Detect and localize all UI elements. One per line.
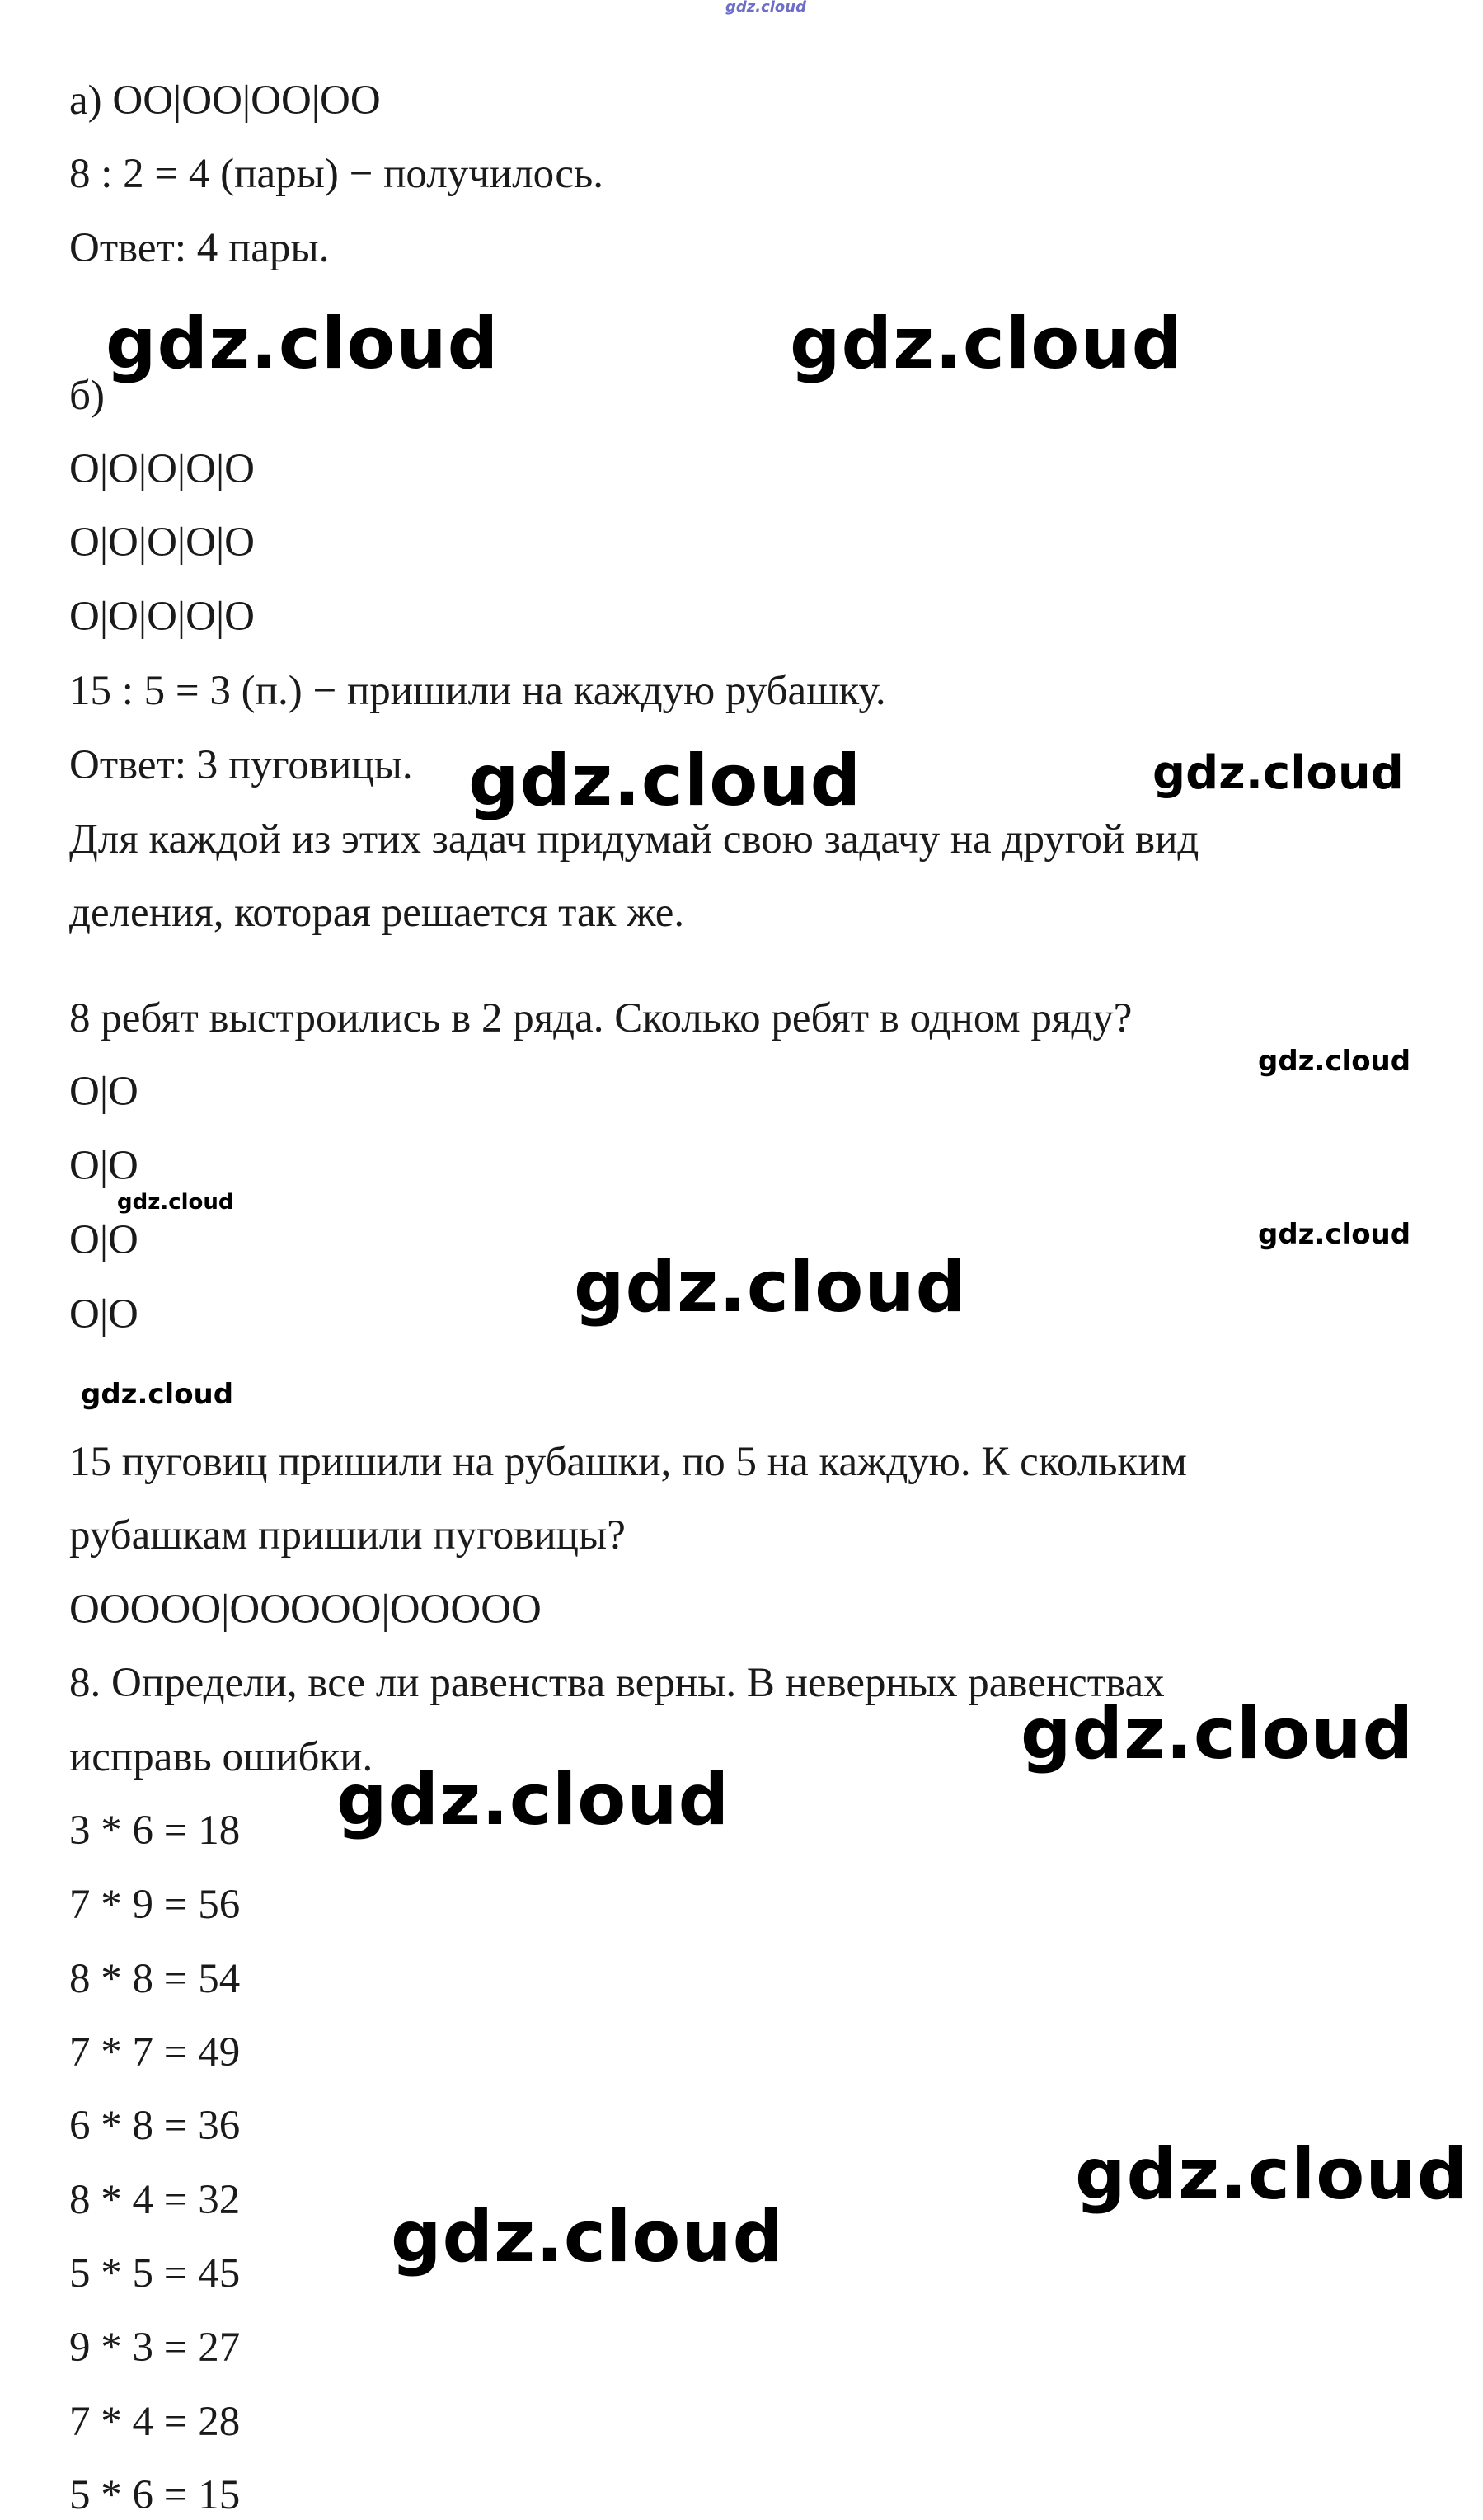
watermark: gdz.cloud [391,2196,785,2278]
watermark: gdz.cloud [1258,1045,1411,1078]
text-line: 9 * 3 = 27 [69,2325,241,2371]
text-line: 7 * 7 = 49 [69,2029,241,2076]
text-line: Ответ: 3 пуговицы. [69,742,413,788]
text-line: 8 ребят выстроились в 2 ряда. Сколько ребят в одном ряду? [69,995,1133,1041]
text-line: б) [69,373,105,419]
text-line: О|О [69,1291,138,1338]
text-line: 15 : 5 = 3 (п.) − пришили на каждую рубашку. [69,668,886,714]
text-line: а) ОО|ОО|ОО|ОО [69,78,381,124]
watermark: gdz.cloud [1021,1693,1415,1775]
text-line: 8 * 4 = 32 [69,2177,241,2223]
text-line: О|О|О|О|О [69,446,255,492]
text-line: О|О|О|О|О [69,594,255,640]
watermark: gdz.cloud [1075,2133,1469,2216]
text-line: О|О|О|О|О [69,520,255,566]
header-watermark: gdz.cloud [725,0,806,16]
text-line: 5 * 6 = 15 [69,2472,241,2518]
text-line: 7 * 4 = 28 [69,2399,241,2445]
watermark: gdz.cloud [790,303,1184,385]
text-line: рубашкам пришили пуговицы? [69,1512,626,1559]
watermark: gdz.cloud [1258,1218,1411,1251]
text-line: О|О [69,1217,138,1263]
text-line: 5 * 5 = 45 [69,2250,241,2297]
text-line: ООООО|ООООО|ООООО [69,1587,542,1633]
text-line: О|О [69,1143,138,1189]
text-line: 6 * 8 = 36 [69,2103,241,2149]
text-line: деления, которая решается так же. [69,890,685,936]
text-line: О|О [69,1069,138,1115]
watermark: gdz.cloud [336,1759,730,1841]
text-line: 8 : 2 = 4 (пары) − получилось. [69,151,603,197]
text-line: 7 * 9 = 56 [69,1882,241,1928]
text-line: 8 * 8 = 54 [69,1956,241,2002]
watermark: gdz.cloud [81,1378,234,1411]
text-line: Для каждой из этих задач придумай свою задачу на другой вид [69,816,1199,863]
watermark: gdz.cloud [574,1246,968,1328]
text-line: исправь ошибки. [69,1734,373,1780]
text-line: 3 * 6 = 18 [69,1808,241,1854]
watermark: gdz.cloud [468,740,862,822]
watermark: gdz.cloud [117,1190,234,1215]
text-line: 8. Определи, все ли равенства верны. В неверных равенствах [69,1660,1165,1706]
text-line: 15 пуговиц пришили на рубашки, по 5 на каждую. К скольким [69,1439,1187,1485]
watermark: gdz.cloud [1152,746,1404,800]
watermark: gdz.cloud [106,303,500,385]
text-line: Ответ: 4 пары. [69,225,330,271]
